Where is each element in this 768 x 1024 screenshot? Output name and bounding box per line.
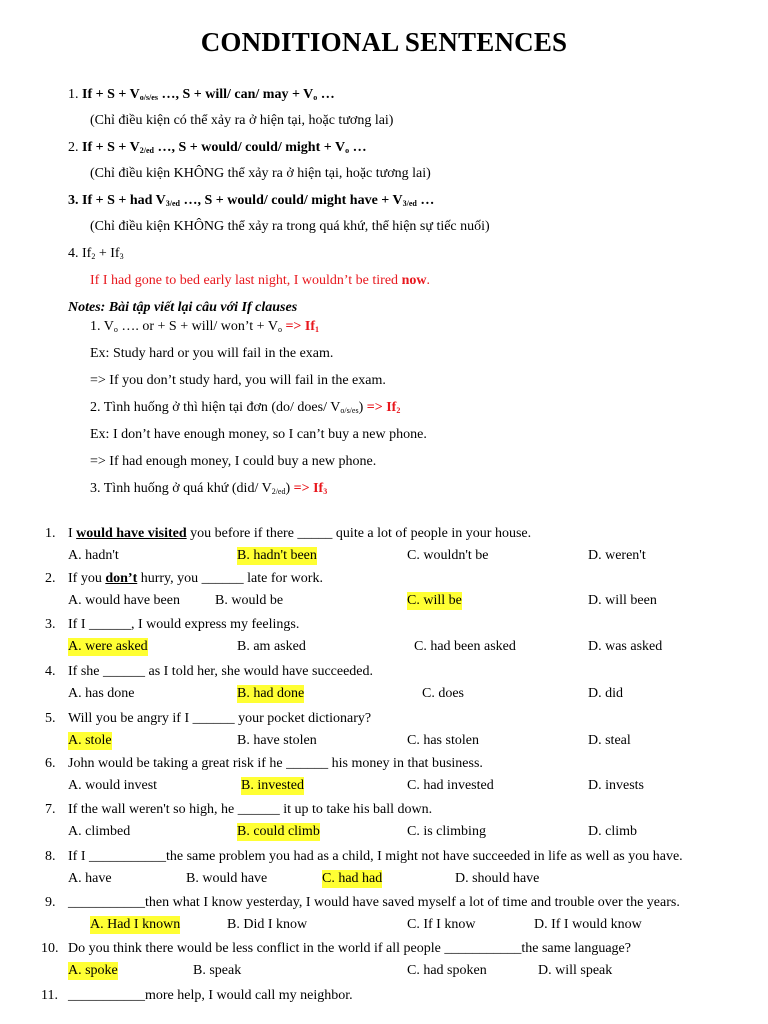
answer-option[interactable]: B. Did I know	[227, 917, 308, 932]
question-stem	[68, 570, 323, 588]
note-2-part-a: 2. Tình huống ở thì hiện tại đơn (do/ does/ V	[90, 400, 341, 415]
note-1-result: => If you don’t study hard, you will fail in the exam.	[90, 373, 386, 388]
note-3-arrow	[290, 481, 327, 496]
answer-option[interactable]: D. did	[588, 686, 623, 701]
answer-option-correct[interactable]: A. spoke	[68, 963, 118, 978]
answer-option[interactable]: D. was asked	[588, 639, 663, 654]
note-3-part-b: )	[285, 481, 291, 496]
question-number: 3.	[45, 617, 56, 632]
answer-option-correct[interactable]: C. had had	[322, 871, 383, 886]
question-stem	[68, 894, 680, 912]
question-stem-text: ___________more help, I would call my neighbor.	[68, 988, 353, 1003]
answer-option[interactable]: C. is climbing	[407, 824, 486, 839]
note-1-sub: o	[113, 325, 118, 334]
answer-option[interactable]: D. climb	[588, 824, 637, 839]
note-2-arrow-sub: 2	[396, 406, 401, 415]
question-stem-rest: you before if there _____ quite a lot of people in your house.	[186, 526, 532, 541]
formula-1-part-c: …	[317, 87, 335, 102]
answer-option[interactable]: B. would have	[186, 871, 268, 886]
answer-option-correct[interactable]: B. hadn't been	[237, 548, 317, 563]
formula-1-number: 1.	[68, 87, 79, 102]
note-3-part-a: 3. Tình huống ở quá khứ (did/ V	[90, 481, 272, 496]
formula-2-part-c: …	[349, 140, 367, 155]
formula-1-sub: o/s/es	[139, 93, 158, 102]
formula-1-part-a: If + S + V	[82, 87, 140, 102]
answer-option[interactable]: C. has stolen	[407, 733, 479, 748]
question-stem-text: If she ______ as I told her, she would have succeeded.	[68, 664, 374, 679]
formula-4	[68, 245, 124, 266]
answer-option[interactable]: D. should have	[455, 871, 540, 886]
answer-option-correct[interactable]: C. will be	[407, 593, 462, 608]
note-3	[90, 480, 327, 501]
question-stem	[68, 525, 531, 543]
answer-option[interactable]: B. am asked	[237, 639, 306, 654]
answer-option[interactable]: C. had been asked	[414, 639, 516, 654]
note-3-sub: 2/ed	[271, 487, 286, 496]
question-number: 11.	[41, 988, 58, 1003]
note-3-arrow-text: => If	[290, 481, 324, 496]
note-1-arrow	[282, 319, 319, 334]
page-title: CONDITIONAL SENTENCES	[200, 27, 568, 57]
note-2-result: => If had enough money, I could buy a new phone.	[90, 454, 377, 469]
formula-1-sub2: o	[313, 93, 318, 102]
question-key-phrase: would have visited	[76, 526, 187, 541]
formula-2-number: 2.	[68, 140, 79, 155]
formula-4-part-b: + If	[95, 246, 120, 261]
question-stem-text: John would be taking a great risk if he ______ his money in that business.	[68, 756, 483, 771]
question-stem-text: Will you be angry if I ______ your pocket dictionary?	[68, 711, 372, 726]
formula-3-number: 3.	[68, 193, 79, 208]
question-stem-text: ___________then what I know yesterday, I would have saved myself a lot of time and trouble over the years.	[68, 895, 680, 910]
answer-option[interactable]: A. have	[68, 871, 112, 886]
question-number: 6.	[45, 756, 56, 771]
answer-option[interactable]: D. invests	[588, 778, 644, 793]
formula-4-example-bold: now	[401, 273, 427, 288]
question-number: 9.	[45, 895, 56, 910]
note-3-arrow-sub: 3	[323, 487, 328, 496]
question-stem-text: If you	[68, 571, 106, 586]
formula-3-part-b: …, S + would/ could/ might have + V	[180, 193, 403, 208]
answer-option[interactable]: A. would invest	[68, 778, 158, 793]
question-stem	[68, 848, 683, 866]
question-number: 7.	[45, 802, 56, 817]
question-key-phrase: don’t	[105, 571, 138, 586]
answer-option[interactable]: A. hadn't	[68, 548, 119, 563]
note-2-arrow	[363, 400, 400, 415]
answer-option-correct[interactable]: A. stole	[68, 733, 112, 748]
note-1-example: Ex: Study hard or you will fail in the exam.	[90, 346, 334, 361]
answer-option[interactable]: C. wouldn't be	[407, 548, 489, 563]
formula-4-example	[90, 272, 430, 290]
question-number: 1.	[45, 526, 56, 541]
question-number: 10.	[41, 941, 59, 956]
formula-1	[68, 86, 335, 107]
note-1-arrow-sub: 1	[315, 325, 320, 334]
formula-2	[68, 139, 367, 160]
answer-option[interactable]: B. would be	[215, 593, 284, 608]
note-2-example: Ex: I don’t have enough money, so I can’t buy a new phone.	[90, 427, 427, 442]
answer-option[interactable]: A. climbed	[68, 824, 131, 839]
answer-option-correct[interactable]: A. Had I known	[90, 917, 181, 932]
question-stem	[68, 801, 432, 819]
answer-option[interactable]: A. has done	[68, 686, 135, 701]
answer-option[interactable]: C. had invested	[407, 778, 494, 793]
answer-option[interactable]: B. have stolen	[237, 733, 317, 748]
question-stem-text: I	[68, 526, 77, 541]
answer-option-correct[interactable]: B. invested	[241, 778, 304, 793]
note-1-sub2: o	[277, 325, 282, 334]
note-2-arrow-text: => If	[363, 400, 397, 415]
formula-4-example-text: If I had gone to bed early last night, I wouldn’t be tired	[90, 273, 402, 288]
formula-2-part-b: …, S + would/ could/ might + V	[153, 140, 346, 155]
note-1	[90, 318, 319, 339]
answer-option[interactable]: B. speak	[193, 963, 242, 978]
answer-option-correct[interactable]: B. had done	[237, 686, 305, 701]
question-stem	[68, 663, 373, 681]
answer-option[interactable]: D. will speak	[538, 963, 613, 978]
answer-option-correct[interactable]: A. were asked	[68, 639, 148, 654]
formula-4-part-a: If	[82, 246, 92, 261]
note-1-part-a: 1. V	[90, 319, 114, 334]
formula-3-part-c: …	[416, 193, 435, 208]
question-stem-text: If I ______, I would express my feelings.	[68, 617, 300, 632]
formula-4-number: 4.	[68, 246, 79, 261]
question-stem	[68, 710, 371, 728]
question-number: 5.	[45, 711, 56, 726]
answer-option[interactable]: A. would have been	[68, 593, 180, 608]
formula-4-example-end: .	[426, 273, 430, 288]
question-stem	[68, 616, 299, 634]
question-stem	[68, 755, 483, 773]
note-1-arrow-text: => If	[281, 319, 316, 334]
answer-option[interactable]: D. will been	[588, 593, 657, 608]
answer-option[interactable]: D. steal	[588, 733, 631, 748]
formula-3-text	[82, 193, 434, 208]
formula-3-sub: 3/ed	[165, 199, 181, 208]
formula-2-text	[82, 140, 367, 155]
answer-option-correct[interactable]: B. could climb	[237, 824, 320, 839]
formula-3-sub2: 3/ed	[402, 199, 417, 208]
answer-option[interactable]: D. If I would know	[534, 917, 642, 932]
question-stem-text: Do you think there would be less conflict in the world if all people ___________the same language?	[68, 941, 631, 956]
question-number: 2.	[45, 571, 56, 586]
answer-option[interactable]: D. weren't	[588, 548, 646, 563]
question-number: 8.	[45, 849, 56, 864]
note-1-part-b: …. or + S + will/ won’t + V	[117, 319, 278, 334]
formula-2-sub: 2/ed	[139, 146, 154, 155]
answer-option[interactable]: C. If I know	[407, 917, 476, 932]
answer-option[interactable]: C. had spoken	[407, 963, 487, 978]
note-2	[90, 399, 400, 420]
notes-heading: Notes: Bài tập viết lại câu với If clauses	[68, 300, 298, 315]
formula-4-sub: 2	[91, 252, 96, 261]
formula-2-note: (Chỉ điều kiện KHÔNG thể xảy ra ở hiện tại, hoặc tương lai)	[90, 166, 431, 181]
question-stem	[68, 987, 353, 1005]
question-stem-text: If I ___________the same problem you had as a child, I might not have succeeded in life as well as you have.	[68, 849, 683, 864]
note-2-sub: o/s/es	[340, 406, 359, 415]
formula-4-sub2: 3	[119, 252, 124, 261]
answer-option[interactable]: C. does	[422, 686, 464, 701]
question-number: 4.	[45, 664, 56, 679]
note-2-part-b: )	[358, 400, 364, 415]
question-stem	[68, 940, 631, 958]
formula-2-sub2: o	[345, 146, 350, 155]
question-stem-text: If the wall weren't so high, he ______ it up to take his ball down.	[68, 802, 433, 817]
formula-1-note: (Chỉ điều kiện có thể xảy ra ở hiện tại, hoặc tương lai)	[90, 113, 394, 128]
formula-3-part-a: If + S + had V	[82, 193, 166, 208]
formula-1-text	[82, 87, 335, 102]
formula-2-part-a: If + S + V	[82, 140, 140, 155]
question-stem-rest: hurry, you ______ late for work.	[137, 571, 323, 586]
formula-3-note: (Chỉ điều kiện KHÔNG thể xảy ra trong quá khứ, thể hiện sự tiếc nuối)	[90, 219, 490, 234]
formula-1-part-b: …, S + will/ can/ may + V	[157, 87, 314, 102]
formula-3	[68, 192, 434, 213]
